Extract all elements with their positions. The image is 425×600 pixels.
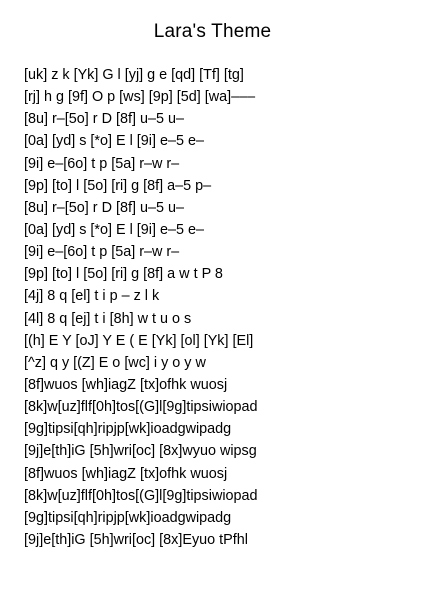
- document-title: Lara's Theme: [153, 21, 272, 42]
- notes-line: [8u] r–[5o] r D [8f] u–5 u–: [24, 111, 184, 128]
- notes-line: [8k]w[uz]flf[0h]tos[(G]l[9g]tipsiwiopad: [24, 399, 258, 416]
- notes-line: [8u] r–[5o] r D [8f] u–5 u–: [24, 199, 184, 216]
- notes-list: [24, 64, 419, 551]
- notes-line: [uk] z k [Yk] G l [yj] g e [qd] [Tf] [tg]: [24, 67, 244, 83]
- notes-line: [0a] [yd] s [*o] E l [9i] e–5 e–: [24, 221, 204, 238]
- notes-line: [9i] e–[6o] t p [5a] r–w r–: [24, 155, 180, 172]
- notes-line: [8f]wuos [wh]iagZ [tx]ofhk wuosj: [24, 465, 228, 482]
- notes-line: [9g]tipsi[qh]ripjp[wk]ioadgwipadg: [24, 509, 232, 526]
- notes-line: [0a] [yd] s [*o] E l [9i] e–5 e–: [24, 133, 204, 150]
- notes-line: [rj] h g [9f] O p [ws] [9p] [5d] [wa]–––: [24, 89, 256, 106]
- notes-line: [9i] e–[6o] t p [5a] r–w r–: [24, 244, 180, 261]
- notes-line: [9g]tipsi[qh]ripjp[wk]ioadgwipadg: [24, 421, 232, 438]
- notes-line: [8k]w[uz]flf[0h]tos[(G]l[9g]tipsiwiopad: [24, 487, 258, 504]
- notes-line: [4l] 8 q [ej] t i [8h] w t u o s: [24, 310, 192, 327]
- notes-line: [4j] 8 q [el] t i p – z l k: [24, 288, 160, 305]
- notes-line: [8f]wuos [wh]iagZ [tx]ofhk wuosj: [24, 376, 228, 393]
- notes-line: [9j]e[th]iG [5h]wri[oc] [8x]Eyuo tPfhl: [24, 531, 248, 548]
- notes-line: [^z] q y [(Z] E o [wc] i y o y w: [24, 354, 206, 371]
- notes-line: [9p] [to] l [5o] [ri] g [8f] a–5 p–: [24, 177, 212, 194]
- notes-line: [(h] E Y [oJ] Y E ( E [Yk] [ol] [Yk] [El]: [24, 332, 254, 349]
- notes-line: [9p] [to] l [5o] [ri] g [8f] a w t P 8: [24, 266, 223, 283]
- notes-line: [9j]e[th]iG [5h]wri[oc] [8x]wyuo wipsg: [24, 443, 257, 460]
